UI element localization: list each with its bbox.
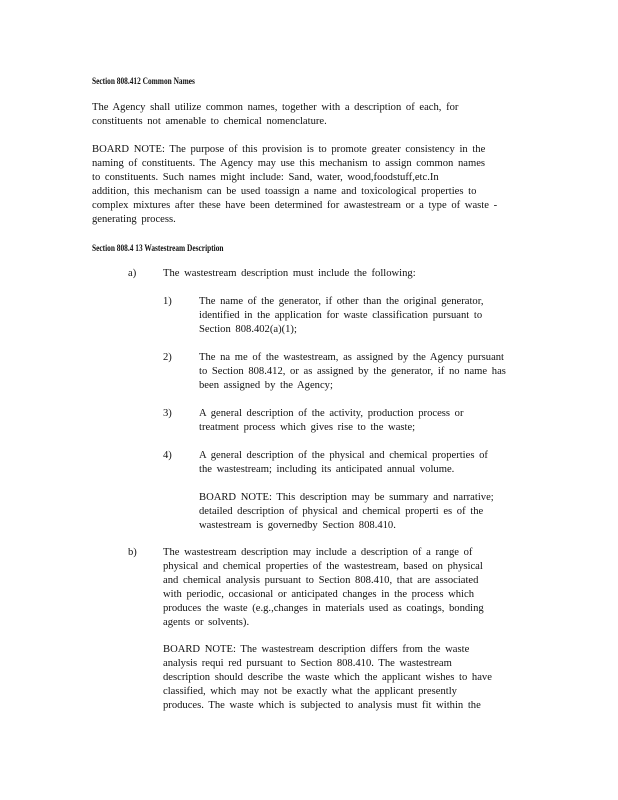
- section-412-board-note: [92, 143, 532, 227]
- text-line: A general description of the physical and chemical properties of: [199, 450, 488, 461]
- text-line: to constituents. Such names might include: Sand, water, wood,foodstuff,etc.In: [92, 172, 439, 183]
- text-line: description should describe the waste which the applicant wishes to have: [163, 672, 492, 683]
- text-line: analysis requi red pursuant to Section 808.410. The wastestream: [163, 658, 452, 669]
- item-3-number: 3): [163, 408, 172, 419]
- item-1-text: [199, 295, 483, 337]
- text-line: addition, this mechanism can be used toassign a name and toxicological properties to: [92, 186, 477, 197]
- text-line: been assigned by the Agency;: [199, 380, 333, 391]
- text-line: detailed description of physical and chemical properti es of the: [199, 506, 484, 517]
- subsection-b-label: b): [128, 547, 137, 558]
- section-412-heading: Section 808.412 Common Names: [92, 76, 195, 86]
- item-2-text: [199, 351, 506, 393]
- item-4-text: [199, 449, 488, 477]
- text-line: A general description of the activity, production process or: [199, 408, 464, 419]
- text-line: agents or solvents).: [163, 617, 250, 628]
- text-line: constituents not amenable to chemical nomenclature.: [92, 116, 327, 127]
- text-line: produces the waste (e.g.,changes in materials used as coatings, bonding: [163, 603, 484, 614]
- item-3-text: [199, 407, 464, 435]
- text-line: The wastestream description may include a description of a range of: [163, 547, 473, 558]
- text-line: complex mixtures after these have been determined for awastestream or a type of waste -: [92, 200, 498, 211]
- item-2-number: 2): [163, 352, 172, 363]
- text-line: with periodic, occasional or anticipated changes in the process which: [163, 589, 474, 600]
- text-line: treatment process which gives rise to the waste;: [199, 422, 416, 433]
- text-line: Section 808.402(a)(1);: [199, 324, 297, 335]
- text-line: The na me of the wastestream, as assigned by the Agency pursuant: [199, 352, 505, 363]
- text-line: to Section 808.412, or as assigned by the generator, if no name has: [199, 366, 506, 377]
- section-413-heading: Section 808.4 13 Wastestream Description: [92, 243, 224, 253]
- item-1-number: 1): [163, 296, 172, 307]
- text-line: BOARD NOTE: The wastestream description differs from the waste: [163, 644, 470, 655]
- text-line: physical and chemical properties of the wastestream, based on physical: [163, 561, 483, 572]
- subsection-a-board-note: [199, 491, 494, 533]
- text-line: The name of the generator, if other than the original generator,: [199, 296, 484, 307]
- subsection-b-text: [163, 546, 484, 630]
- text-line: generating process.: [92, 214, 176, 225]
- section-412-paragraph: [92, 101, 532, 129]
- subsection-a-intro: The wastestream description must include the following:: [163, 268, 416, 279]
- text-line: BOARD NOTE: This description may be summary and narrative;: [199, 492, 494, 503]
- text-line: BOARD NOTE: The purpose of this provision is to promote greater consistency in the: [92, 144, 486, 155]
- text-line: identified in the application for waste classification pursuant to: [199, 310, 483, 321]
- subsection-a-label: a): [128, 268, 137, 279]
- text-line: the wastestream; including its anticipated annual volume.: [199, 464, 455, 475]
- text-line: and chemical analysis pursuant to Section 808.410, that are associated: [163, 575, 479, 586]
- item-4-number: 4): [163, 450, 172, 461]
- text-line: wastestream is governedby Section 808.410.: [199, 520, 396, 531]
- text-line: classified, which may not be exactly what the applicant presently: [163, 686, 457, 697]
- subsection-b-board-note: [163, 643, 492, 713]
- text-line: The Agency shall utilize common names, together with a description of each, for: [92, 102, 459, 113]
- text-line: naming of constituents. The Agency may use this mechanism to assign common names: [92, 158, 486, 169]
- text-line: produces. The waste which is subjected to analysis must fit within the: [163, 700, 481, 711]
